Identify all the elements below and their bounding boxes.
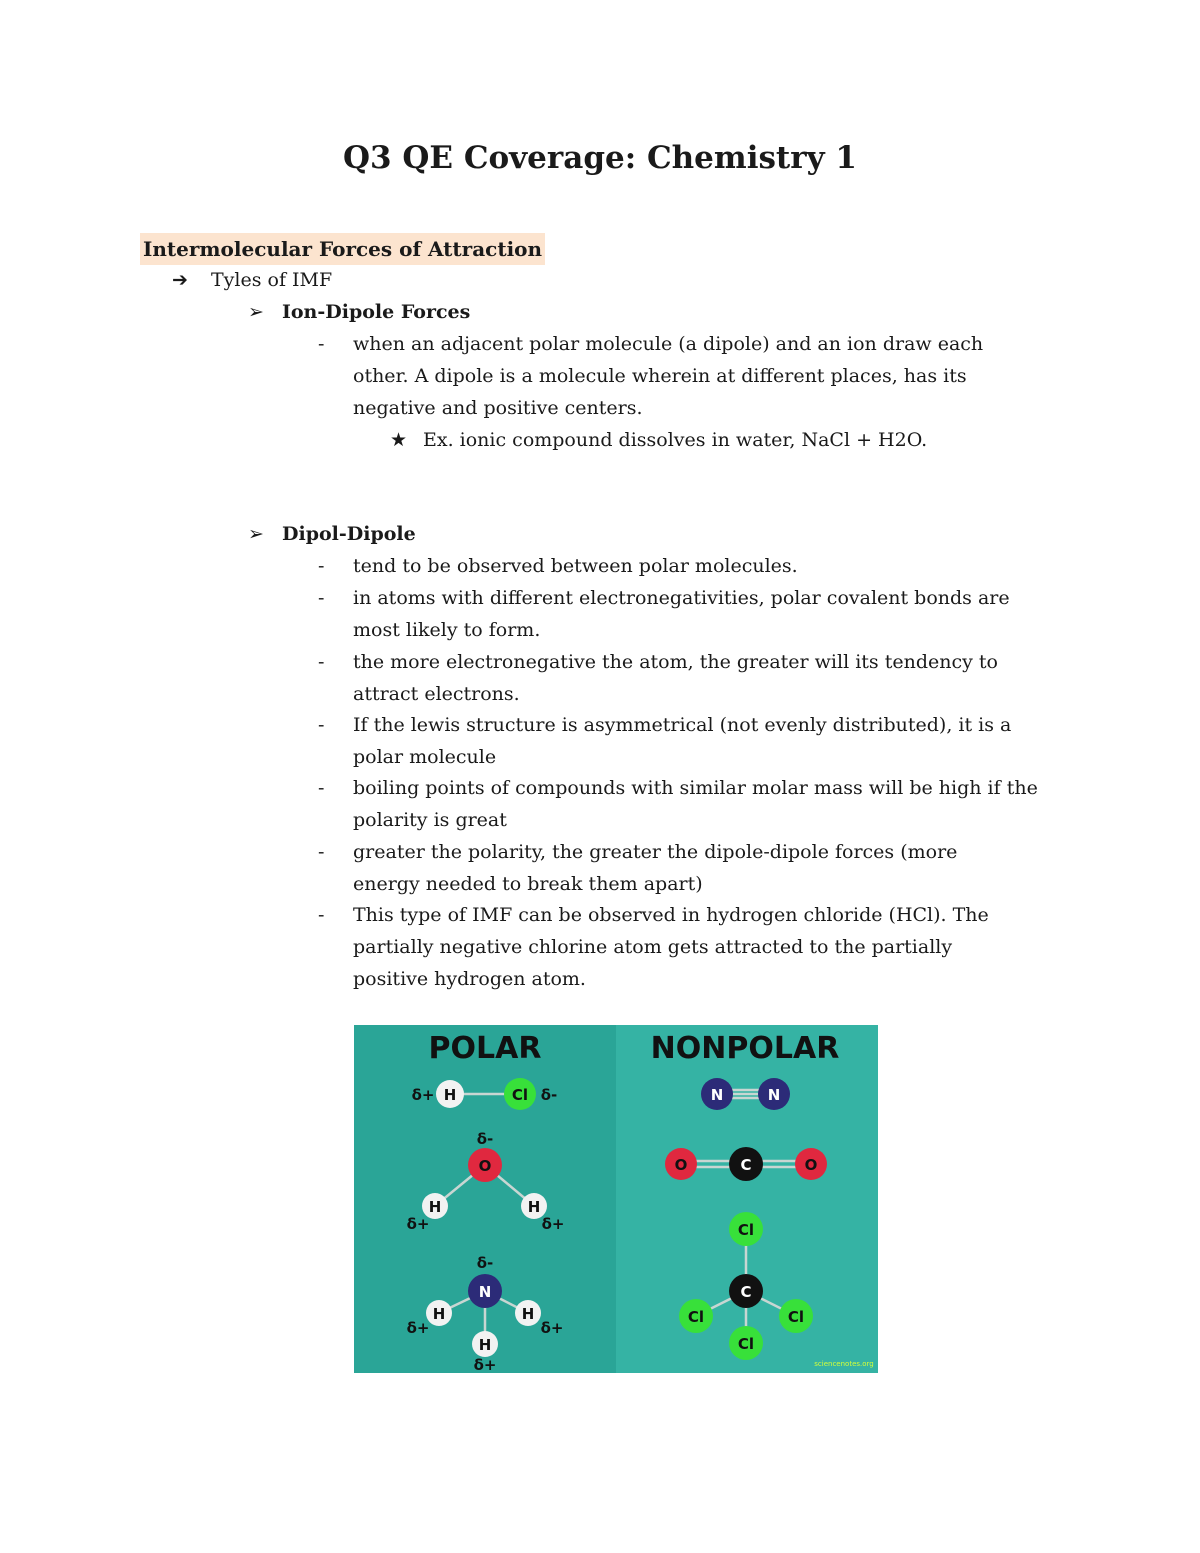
carbon-label: C <box>740 1156 752 1174</box>
dipole-dipole-heading: Dipol-Dipole <box>282 523 416 545</box>
hydrogen-label: H <box>521 1305 535 1323</box>
dash-bullet-icon: - <box>318 587 325 609</box>
delta-minus-label: δ- <box>540 1086 558 1104</box>
image-credit: sciencenotes.org <box>814 1360 874 1368</box>
ion-dipole-heading: Ion-Dipole Forces <box>282 301 471 323</box>
oxygen-label: O <box>804 1156 818 1174</box>
page-title: Q3 QE Coverage: Chemistry 1 <box>343 140 857 176</box>
hydrogen-label: H <box>527 1198 541 1216</box>
oxygen-label: O <box>478 1157 492 1175</box>
dash-bullet-icon: - <box>318 841 325 863</box>
dipole-point: tend to be observed between polar molecules. <box>353 555 798 577</box>
dash-bullet-icon: - <box>318 777 325 799</box>
hydrogen-label: H <box>428 1198 442 1216</box>
hydrogen-label: H <box>432 1305 446 1323</box>
nonpolar-heading: NONPOLAR <box>650 1031 840 1066</box>
delta-minus-label: δ- <box>476 1254 494 1272</box>
dipole-point: boiling points of compounds with similar molar mass will be high if the polarity is great <box>353 777 1038 831</box>
hydrogen-label: H <box>478 1336 492 1354</box>
dash-bullet-icon: - <box>318 651 325 673</box>
nitrogen-label: N <box>767 1086 781 1104</box>
polar-heading: POLAR <box>428 1031 542 1066</box>
hydrogen-label: H <box>443 1086 457 1104</box>
dipole-point: in atoms with different electronegativities, polar covalent bonds are most likely to form. <box>353 587 1010 641</box>
dipole-point: greater the polarity, the greater the dipole-dipole forces (more energy needed to break them apart) <box>353 841 958 895</box>
subhead-bullet-icon: ➢ <box>248 301 264 323</box>
section-heading: Intermolecular Forces of Attraction <box>140 233 545 265</box>
arrow-bullet-icon: ➔ <box>172 269 188 291</box>
dash-bullet-icon: - <box>318 904 325 926</box>
chlorine-label: Cl <box>737 1335 755 1353</box>
carbon-label: C <box>740 1283 752 1301</box>
delta-plus-label: δ+ <box>473 1356 497 1373</box>
star-bullet-icon: ★ <box>390 429 408 451</box>
chlorine-label: Cl <box>787 1308 805 1326</box>
dash-bullet-icon: - <box>318 555 325 577</box>
molecule-diagram <box>354 1025 878 1373</box>
dipole-point: This type of IMF can be observed in hydrogen chloride (HCl). The partially negative chlorine atom gets attracted to the partially positive hydrogen atom. <box>353 904 989 990</box>
delta-plus-label: δ+ <box>406 1215 430 1233</box>
nitrogen-label: N <box>478 1283 492 1301</box>
delta-plus-label: δ+ <box>406 1319 430 1337</box>
delta-plus-label: δ+ <box>540 1319 564 1337</box>
ion-dipole-point: when an adjacent polar molecule (a dipole) and an ion draw each other. A dipole is a molecule wherein at different places, has its negative and positive centers. <box>353 333 984 419</box>
oxygen-label: O <box>674 1156 688 1174</box>
chlorine-label: Cl <box>687 1308 705 1326</box>
chlorine-label: Cl <box>511 1086 529 1104</box>
delta-plus-label: δ+ <box>541 1215 565 1233</box>
dash-bullet-icon: - <box>318 333 325 355</box>
topic-label: Tyles of IMF <box>211 269 333 291</box>
ion-dipole-example: Ex. ionic compound dissolves in water, NaCl + H2O. <box>423 429 928 451</box>
dash-bullet-icon: - <box>318 714 325 736</box>
dipole-point: the more electronegative the atom, the greater will its tendency to attract electrons. <box>353 651 998 705</box>
nitrogen-label: N <box>710 1086 724 1104</box>
chlorine-label: Cl <box>737 1221 755 1239</box>
polar-nonpolar-figure <box>354 1025 878 1373</box>
dipole-point: If the lewis structure is asymmetrical (not evenly distributed), it is a polar molecule <box>353 714 1012 768</box>
delta-plus-label: δ+ <box>411 1086 435 1104</box>
delta-minus-label: δ- <box>476 1130 494 1148</box>
subhead-bullet-icon: ➢ <box>248 523 264 545</box>
